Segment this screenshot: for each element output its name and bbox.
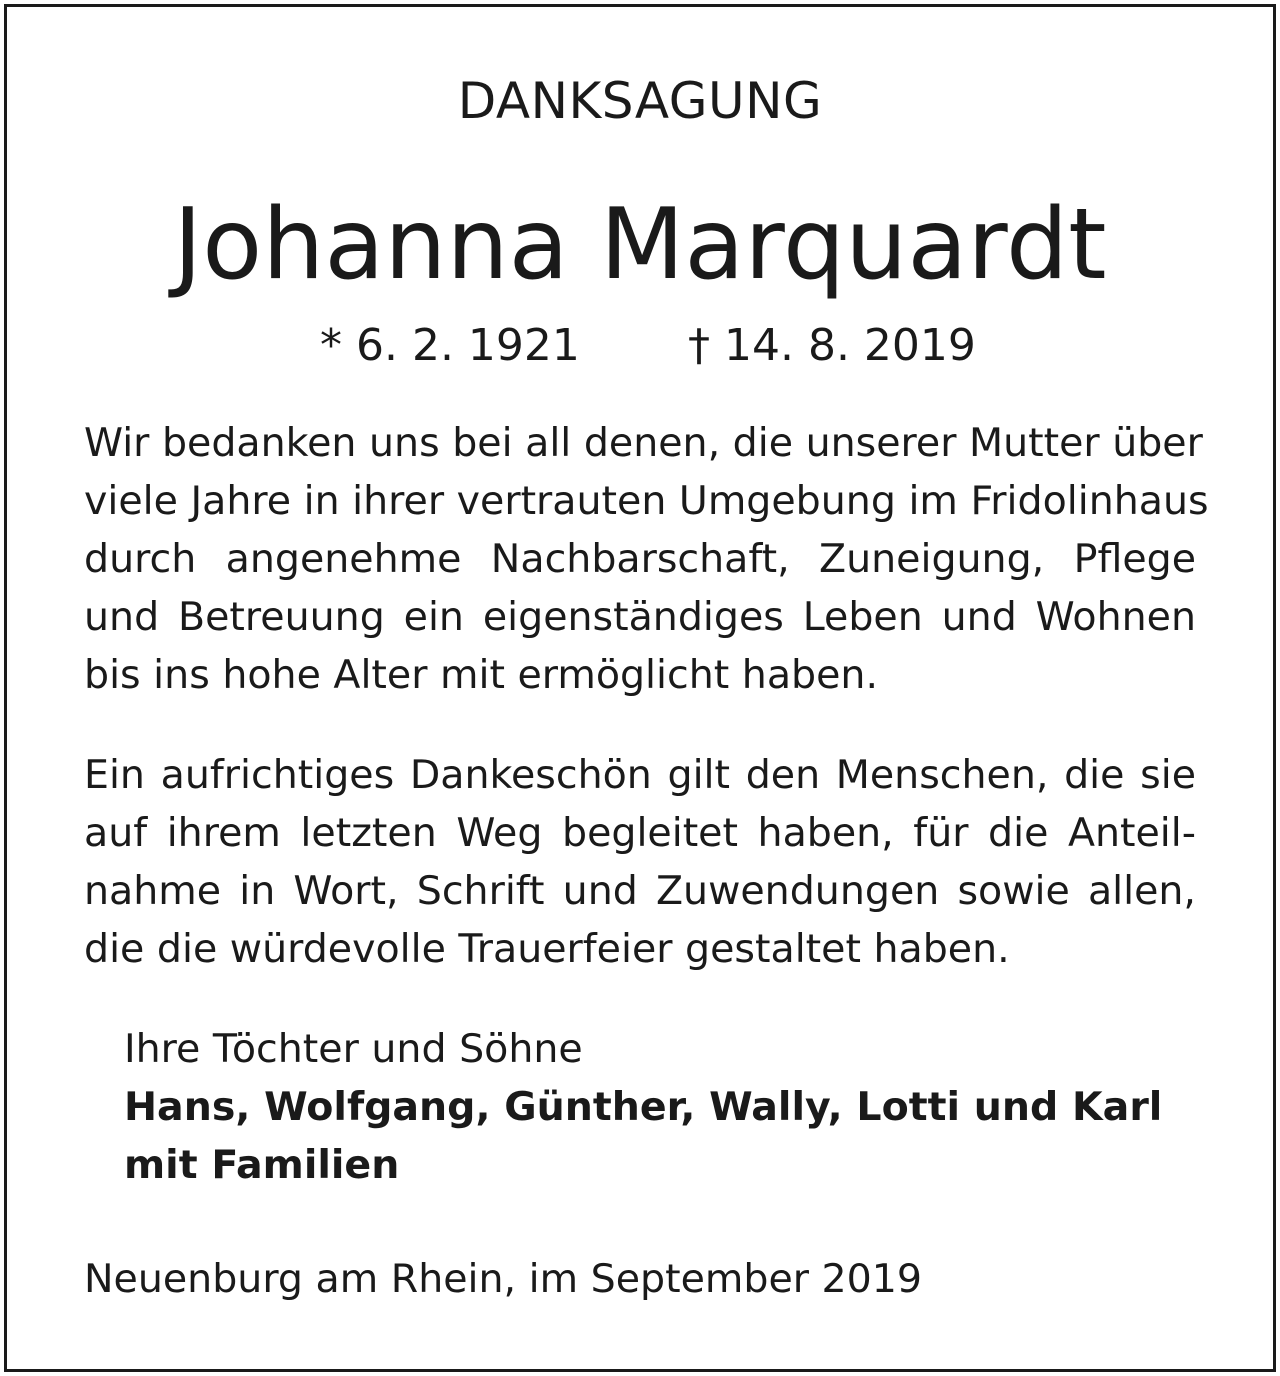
paragraph-line: viele Jahre in ihrer vertrauten Umgebung im Fridolinhaus (84, 478, 1209, 524)
family-names-line: Hans, Wolfgang, Günther, Wally, Lotti und Karl (124, 1084, 1163, 1130)
deceased-name: Johanna Marquardt (173, 188, 1107, 302)
family-names (124, 1078, 1204, 1194)
paragraph-line: bis ins hohe Alter mit ermöglicht haben. (84, 652, 879, 698)
family-names-line: mit Familien (124, 1142, 400, 1188)
notice-heading: DANKSAGUNG (457, 72, 823, 130)
thanks-paragraph-2 (84, 746, 1196, 978)
paragraph-line: Wir bedanken uns bei all denen, die unserer Mutter über (84, 420, 1203, 466)
death-date: † 14. 8. 2019 (688, 320, 976, 371)
thanks-paragraph-1 (84, 414, 1209, 704)
paragraph-line: auf ihrem letzten Weg begleitet haben, für die Anteil- (84, 810, 1196, 856)
paragraph-line: durch angenehme Nachbarschaft, Zuneigung, Pflege (84, 536, 1196, 582)
place-and-date: Neuenburg am Rhein, im September 2019 (84, 1256, 923, 1302)
paragraph-line: Ein aufrichtiges Dankeschön gilt den Menschen, die sie (84, 752, 1196, 798)
paragraph-line: nahme in Wort, Schrift und Zuwendungen sowie allen, (84, 868, 1196, 914)
paragraph-line: und Betreuung ein eigenständiges Leben und Wohnen (84, 594, 1196, 640)
birth-date: * 6. 2. 1921 (320, 320, 580, 371)
paragraph-line: die die würdevolle Trauerfeier gestaltet haben. (84, 926, 1010, 972)
family-relation: Ihre Töchter und Söhne (124, 1026, 583, 1072)
